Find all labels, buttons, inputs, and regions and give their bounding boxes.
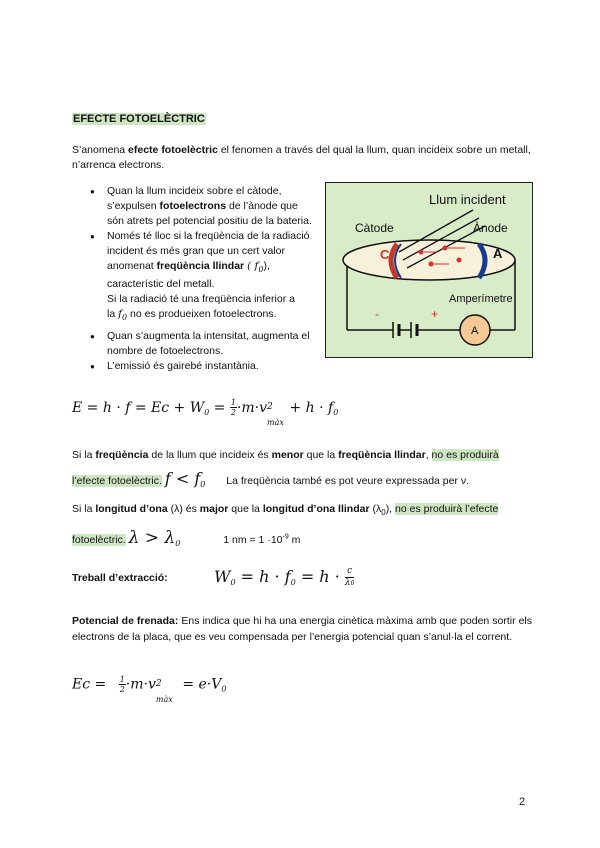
photoelectric-diagram bbox=[325, 182, 533, 358]
work-function-label: Treball d’extracció: bbox=[72, 572, 168, 584]
frequency-inequality: $f < f_0$ bbox=[164, 469, 206, 489]
main-equation: E = h · f = Ec + W0 = $\frac{1}{2}$ ·m·v 2 màx + h · f0 bbox=[72, 398, 339, 427]
intro-paragraph: S’anomena efecte fotoelèctric el fenomen a través del qual la llum, quan incideix sobre un metall, n’arrenca electrons. bbox=[72, 144, 531, 171]
cathode-letter: C bbox=[380, 247, 390, 262]
electron bbox=[419, 250, 424, 255]
list-item: ● Quan la llum incideix sobre el càtode, s’expulsen fotoelectrons de l’ànode que són atrets pel potencial positiu de la bateria. bbox=[107, 184, 313, 229]
fraction: $\frac{c}{\lambda 0}$ bbox=[344, 566, 355, 588]
cathode-label: Càtode bbox=[355, 221, 394, 235]
stopping-potential-paragraph: Potencial de frenada: Ens indica que hi ha una energia cinètica màxima amb que poden sortir els electrons de la placa, que es veu compensada per l’energia potencial quan s’anul·la el corrent. bbox=[72, 615, 532, 643]
wavelength-inequality: $\lambda > \lambda_0$ bbox=[128, 527, 181, 548]
frequency-paragraph: Si la freqüència de la llum que incideix és menor que la freqüència llindar, no es produirà l’efecte fotoelèctric. $f < f_0$ La freqüència també es pot veure expressada per ν. bbox=[72, 449, 499, 489]
diagram-title: Llum incident bbox=[429, 192, 506, 207]
nm-conversion: 1 nm = $1 \cdot 10^{-9}$ m bbox=[223, 533, 301, 546]
electron bbox=[443, 246, 448, 251]
anode-letter: A bbox=[493, 246, 503, 261]
ammeter-label: Amperímetre bbox=[449, 293, 513, 305]
fraction: $\frac{1}{2}$ bbox=[119, 675, 125, 694]
battery-plus: + bbox=[431, 307, 439, 321]
page-title: EFECTE FOTOELÈCTRIC bbox=[73, 113, 205, 125]
page-number: 2 bbox=[519, 796, 526, 808]
fraction: $\frac{1}{2}$ bbox=[230, 398, 236, 417]
list-item: ● Només té lloc si la freqüència de la radiació incident és més gran que un cert valor anomenat freqüència llindar ( $f_0$), característic del metall. Si la radiació té una freqüència inferior a la $f_0$ no es produeixen fotoelectrons. bbox=[107, 229, 313, 325]
electron bbox=[429, 262, 434, 267]
battery-minus: - bbox=[375, 307, 379, 321]
list-item: ● L’emissió és gairebé instantània. bbox=[107, 359, 313, 374]
bullet-list bbox=[107, 184, 313, 374]
electron bbox=[457, 258, 462, 263]
stopping-equation: Ec = $\frac{1}{2}$ ·m·v 2 màx = $e\cdot V_0$ bbox=[72, 675, 227, 704]
ammeter-symbol: A bbox=[471, 325, 479, 337]
list-item: ● Quan s’augmenta la intensitat, augmenta el nombre de fotoelectrons. bbox=[107, 329, 313, 359]
work-function-equation: $W_0 = h \cdot f_0 = h$ · $\frac{c}{\lambda 0}$ bbox=[214, 566, 355, 588]
anode-label: Ànode bbox=[473, 221, 508, 235]
wavelength-paragraph: Si la longitud d’ona (λ) és major que la longitud d’ona llindar $(\lambda_0)$, no es produirà l’efecte fotoelèctric. $\lambda > \lambda_0$ 1 nm = $1 \cdot 10^{-9}$ m bbox=[72, 503, 499, 548]
